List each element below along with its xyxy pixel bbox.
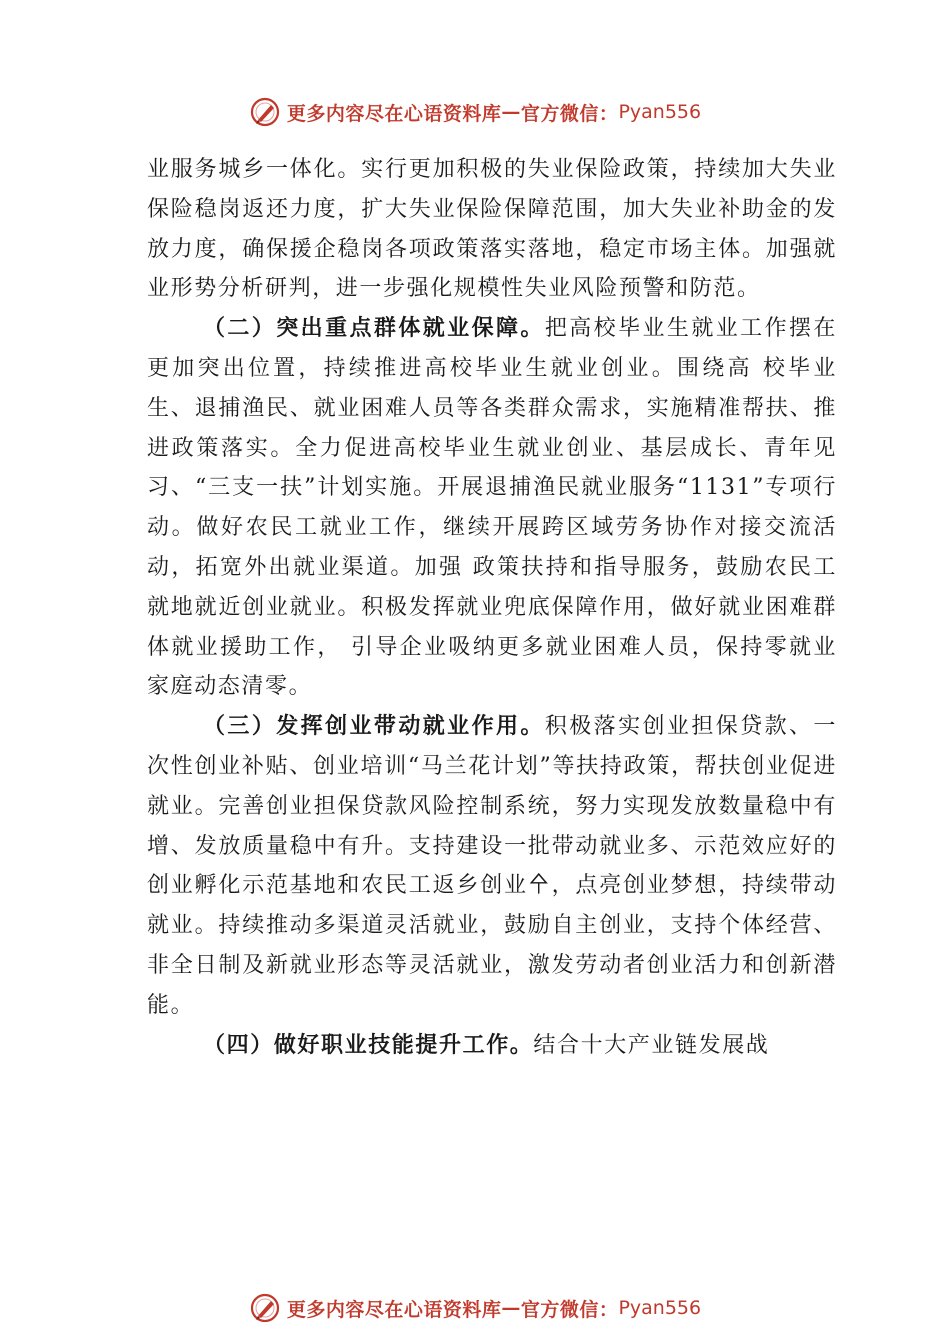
paragraph-section-4	[147, 1026, 837, 1066]
paragraph-section-3	[147, 707, 837, 1025]
header-banner	[0, 92, 950, 132]
section-heading: （四）做好职业技能提升工作。	[203, 1031, 534, 1058]
footer-banner	[0, 1288, 950, 1328]
quill-pen-seal-icon	[249, 96, 281, 128]
banner-wechat-label: 官方微信：	[520, 102, 619, 125]
section-heading: （三）发挥创业带动就业作用。	[203, 713, 545, 740]
section-heading: （二）突出重点群体就业保障。	[203, 315, 545, 342]
banner-brand-text: 更多内容尽在心语资料库	[286, 102, 502, 125]
banner-separator: —	[501, 101, 521, 123]
banner-wechat-id: Pyan556	[618, 1297, 702, 1319]
paragraph-text: 把高校毕业生就业工作摆在更加突出位置，持续推进高校毕业生就业创业。围绕高 校毕业生、退捕渔民、就业困难人员等各类群众需求，实施精准帮扶、推进政策落实。全力促进高校毕业生就业创业、基层成长、青年见习、“三支一扶”计划实施。开展退捕渔民就业服务“1131”专项行动。做好农民工就业工作，继续开展跨区域劳务协作对接交流活动，拓宽外出就业渠道。加强 政策扶持和指导服务，鼓励农民工就地就近创业就业。积极发挥就业兜底保障作用，做好就业困难群体就业援助工作， 引导企业吸纳更多就业困难人员，保持零就业家庭动态清零。	[147, 316, 838, 700]
paragraph-text: 业服务城乡一体化。实行更加积极的失业保险政策，持续加大失业保险稳岗返还力度，扩大失业保险保障范围，加大失业补助金的发放力度，确保援企稳岗各项政策落实落地，稳定市场主体。加强就业形势分析研判，进一步强化规模性失业风险预警和防范。	[147, 157, 837, 302]
paragraph-section-2	[147, 309, 837, 707]
quill-pen-seal-icon	[249, 1292, 281, 1324]
banner-brand-text: 更多内容尽在心语资料库	[286, 1298, 502, 1321]
banner-separator: —	[501, 1297, 521, 1319]
paragraph-text: 积极落实创业担保贷款、一次性创业补贴、创业培训“马兰花计划”等扶持政策，帮扶创业促进就业。完善创业担保贷款风险控制系统，努力实现发放数量稳中有增、发放质量稳中有升。支持建设一批带动就业多、示范效应好的创业孵化示范基地和农民工返乡创业㐃，点亮创业梦想，持续带动就业。持续推动多渠道灵活就业，鼓励自主创业，支持个体经营、非全日制及新就业形态等灵活就业，激发劳动者创业活力和创新潜能。	[147, 714, 838, 1018]
document-body	[147, 150, 837, 1065]
banner-wechat-label: 官方微信：	[520, 1298, 619, 1321]
paragraph-text: 结合十大产业链发展战	[533, 1032, 770, 1058]
banner-wechat-id: Pyan556	[618, 101, 702, 123]
paragraph-continuation	[147, 150, 837, 309]
